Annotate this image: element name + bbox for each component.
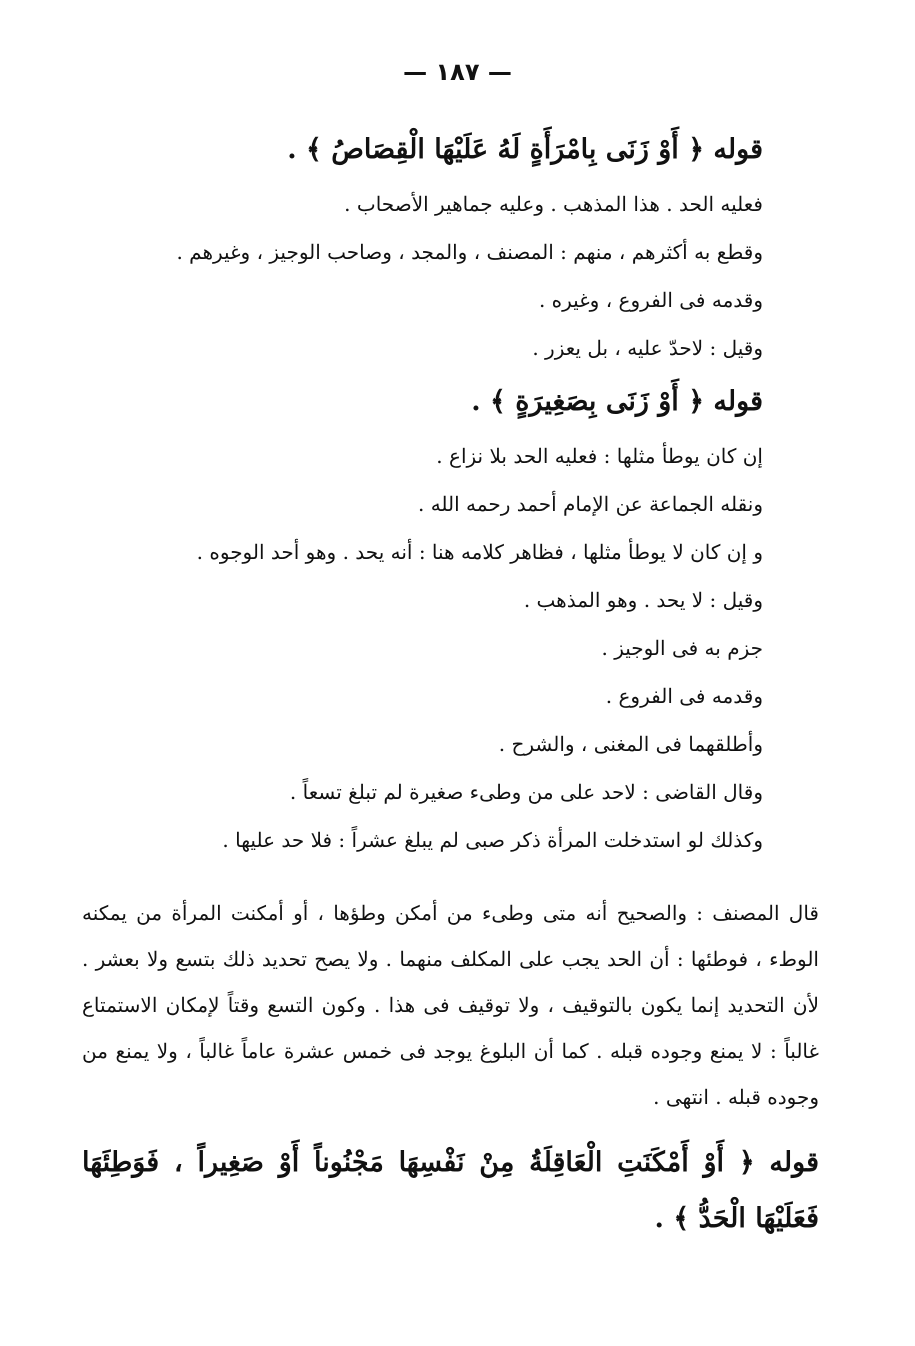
text-line: وقال القاضى : لاحد على من وطىء صغيرة لم تبلغ تسعاً . [289,780,763,804]
text-line: إن كان يوطأ مثلها : فعليه الحد بلا نزاع . [436,444,763,468]
quoted-paragraph: قال المصنف : والصحيح أنه متى وطىء من أمكن وطؤها ، أو أمكنت المرأة من يمكنه الوطء ، فوطئها : أن الحد يجب على المكلف منهما . ولا يصح تحديد ذلك بتسع ولا بعشر . لأن التحديد إنما يكون بالتوقيف ، ولا توقيف فى هذا . وكون التسع وقتاً لإمكان الاستمتاع غالباً : لا يمنع وجوده قبله . كما أن البلوغ يوجد فى خمس عشرة عاماً غالباً ، ولا يمنع من وجوده قبله . انتهى . [82,901,819,1109]
page-number: — ١٨٧ — [403,58,512,86]
text-line: وقدمه فى الفروع ، وغيره . [538,288,763,312]
text-line: ونقله الجماعة عن الإمام أحمد رحمه الله . [417,492,763,516]
text-line: وأطلقهما فى المغنى ، والشرح . [498,732,763,756]
section-heading: قوله ﴿ أَوْ زَنَى بِصَغِيرَةٍ ﴾ . [471,386,763,417]
page-body [96,120,763,864]
section-heading-final: قوله ﴿ أَوْ أَمْكَنَتِ الْعَاقِلَةُ مِنْ نَفْسِهَا مَجْنُوناً أَوْ صَغِيراً ، فَوَطِئَهَا فَعَلَيْهَا الْحَدُّ ﴾ . [82,1147,819,1234]
text-line: فعليه الحد . هذا المذهب . وعليه جماهير الأصحاب . [344,192,763,216]
text-line: وقيل : لاحدّ عليه ، بل يعزر . [532,336,763,360]
text-line: جزم به فى الوجيز . [601,636,763,660]
text-line: و إن كان لا يوطأ مثلها ، فظاهر كلامه هنا : أنه يحد . وهو أحد الوجوه . [196,540,763,564]
text-line: وقدمه فى الفروع . [605,684,763,708]
text-line: وكذلك لو استدخلت المرأة ذكر صبى لم يبلغ عشراً : فلا حد عليها . [222,828,763,852]
text-line: وقيل : لا يحد . وهو المذهب . [523,588,763,612]
text-line: وقطع به أكثرهم ، منهم : المصنف ، والمجد ، وصاحب الوجيز ، وغيرهم . [176,240,763,264]
section-heading: قوله ﴿ أَوْ زَنَى بِامْرَأَةٍ لَهُ عَلَيْهَا الْقِصَاصُ ﴾ . [287,134,763,165]
